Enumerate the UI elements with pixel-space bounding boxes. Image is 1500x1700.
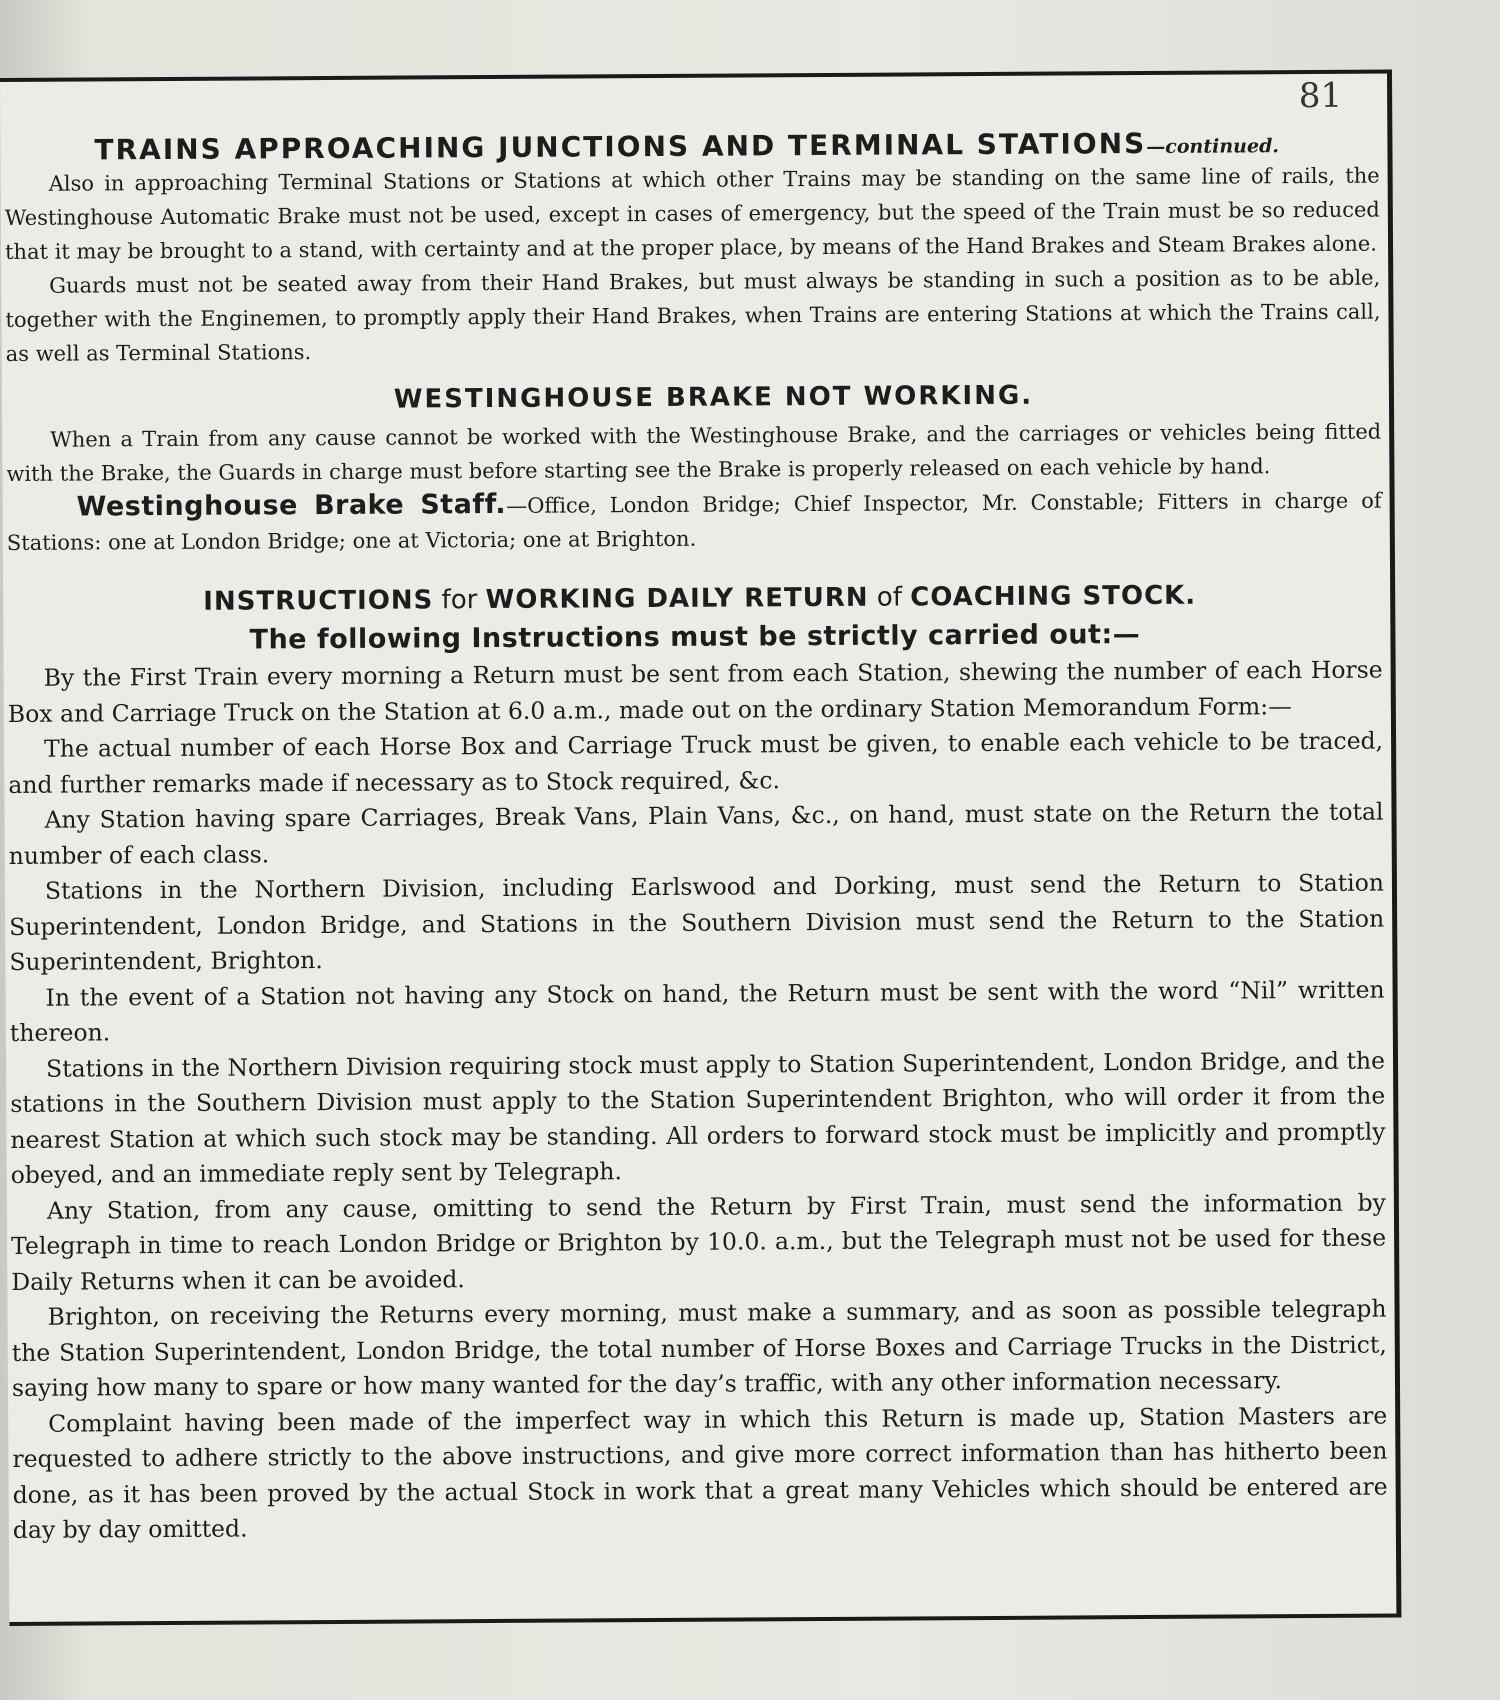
section-heading-brake-not-working: WESTINGHOUSE BRAKE NOT WORKING.	[393, 380, 1034, 415]
instruction-paragraph: The actual number of each Horse Box and Carriage Truck must be given, to enable each vehicle to be traced, and further remarks made if necessary as to Stock required, &c.	[8, 726, 1384, 799]
brake-section	[6, 415, 1382, 560]
page-content	[4, 126, 1388, 1549]
junctions-paragraph-2: Guards must not be seated away from their Hand Brakes, but must always be standing in such a position as to be able, together with the Enginemen, to promptly apply their Hand Brakes, when Trains are entering Stations at which the Trains call, as well as Terminal Stations.	[5, 265, 1381, 366]
instruction-paragraph: Any Station having spare Carriages, Break Vans, Plain Vans, &c., on hand, must state on the Return the total number of each class.	[8, 797, 1384, 870]
heading-part-for: for	[433, 585, 486, 616]
heading-part-coaching: COACHING STOCK.	[910, 580, 1197, 613]
instruction-paragraph: In the event of a Station not having any Stock on hand, the Return must be sent with the word “Nil” written thereon.	[9, 975, 1385, 1047]
instruction-paragraph: By the First Train every morning a Return must be sent from each Station, shewing the number of each Horse Box and Carriage Truck on the Station at 6.0 a.m., made out on the ordinary Station Memorandum Form:—	[7, 655, 1383, 728]
instruction-paragraph: Complaint having been made of the imperfect way in which this Return is made up, Station Masters are requested to adhere strictly to the above instructions, and give more correct information than has hitherto been done, as it has been proved by the actual Stock in work that a great many Vehicles which should be entered are day by day omitted.	[12, 1401, 1388, 1544]
instruction-paragraph: Stations in the Northern Division requiring stock must apply to Station Superintendent, London Bridge, and the stations in the Southern Division must apply to the Station Superintendent Brighton, who will order it from the nearest Station at which such stock may be standing. All orders to forward stock must be implicitly and promptly obeyed, and an immediate reply sent by Telegraph.	[10, 1046, 1386, 1189]
junctions-section	[5, 159, 1381, 371]
instructions-subheading: The following Instructions must be strictly carried out:—	[249, 619, 1141, 656]
brake-staff-paragraph	[7, 483, 1382, 560]
instruction-paragraph: Stations in the Northern Division, including Earlswood and Dorking, must send the Return to Station Superintendent, London Bridge, and Stations in the Southern Division must send the Return to the Station Superintendent, Brighton.	[9, 868, 1385, 976]
instruction-paragraph: Brighton, on receiving the Returns every morning, must make a summary, and as soon as possible telegraph the Station Superintendent, London Bridge, the total number of Horse Boxes and Carriage Trucks in the District, saying how many to spare or how many wanted for the day’s traffic, with any other information necessary.	[11, 1294, 1387, 1402]
daily-return-section	[8, 653, 1388, 1549]
heading-part-of: of	[868, 582, 911, 613]
heading-part-working: WORKING DAILY RETURN	[485, 582, 869, 616]
junctions-heading-text: TRAINS APPROACHING JUNCTIONS AND TERMINAL STATIONS	[94, 126, 1147, 167]
brake-staff-lead: Westinghouse Brake Staff.	[76, 488, 507, 523]
continued-label: —continued.	[1146, 135, 1280, 158]
junctions-paragraph-1: Also in approaching Terminal Stations or Stations at which other Trains may be standing on the same line of rails, the Westinghouse Automatic Brake must not be used, except in cases of emergency, but the speed of the Train must be so reduced that it may be brought to a stand, with certainty and at the proper place, by means of the Hand Brakes and Steam Brakes alone.	[4, 163, 1380, 264]
section-heading-daily-return	[17, 580, 1382, 618]
printed-page	[0, 69, 1401, 1625]
heading-part-instructions: INSTRUCTIONS	[203, 585, 434, 617]
brake-staff-text: —Office, London Bridge; Chief Inspector, Mr. Constable; Fitters in charge of Stations: one at London Bridge; one at Victoria; one at Brighton.	[6, 488, 1382, 555]
instruction-paragraph: Any Station, from any cause, omitting to send the Return by First Train, must send the information by Telegraph in time to reach London Bridge or Brighton by 10.0. a.m., but the Telegraph must not be used for these Daily Returns when it can be avoided.	[11, 1188, 1387, 1296]
page-number: 81	[1298, 75, 1343, 117]
brake-paragraph-1: When a Train from any cause cannot be worked with the Westinghouse Brake, and the carriages or vehicles being fitted with the Brake, the Guards in charge must before starting see the Brake is properly released on each vehicle by hand.	[6, 419, 1382, 486]
